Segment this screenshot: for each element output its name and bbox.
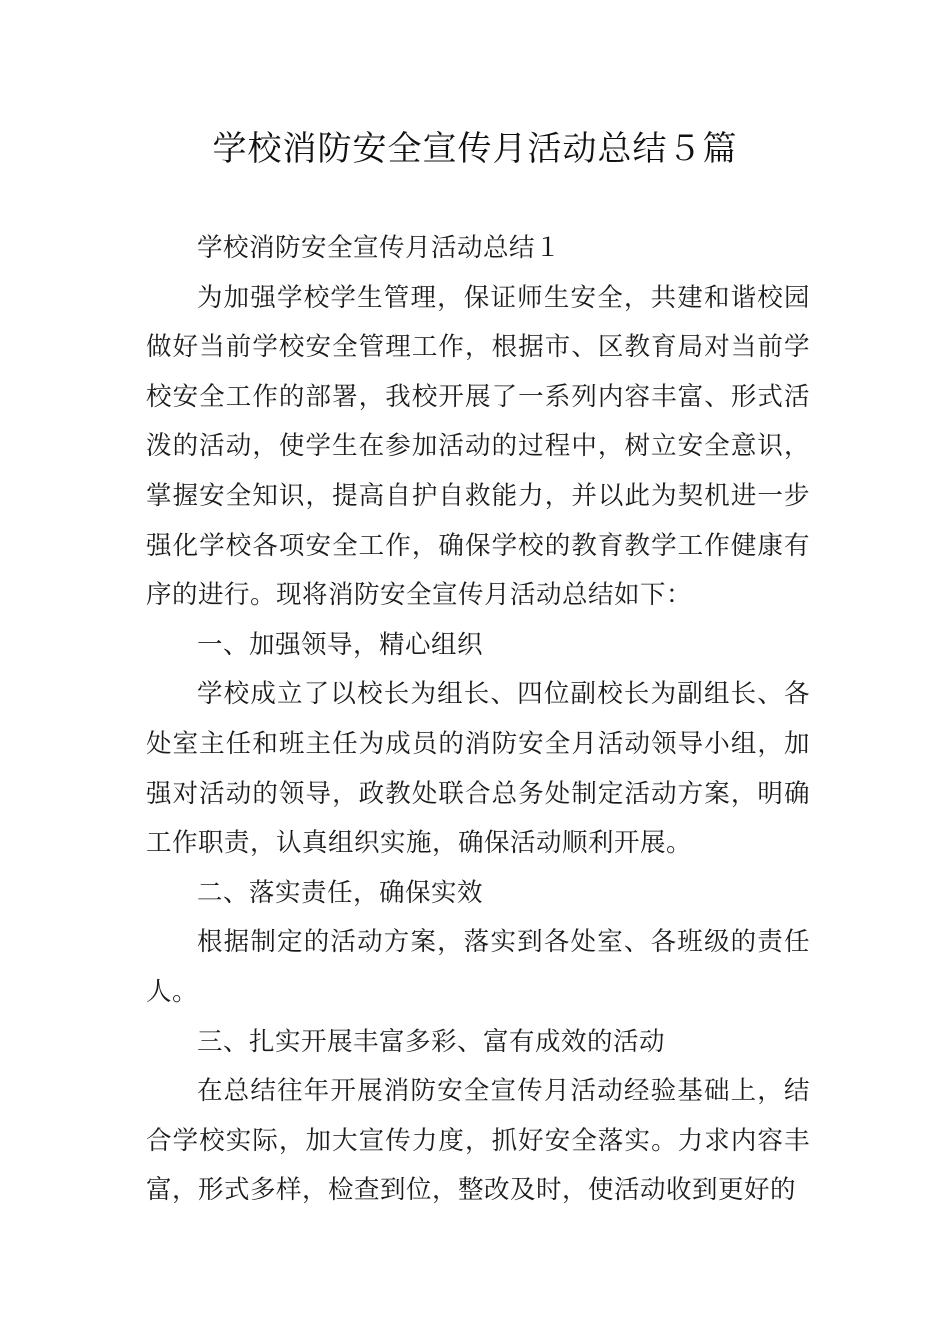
document-body xyxy=(146,224,810,1216)
section-heading-responsibility: 二、落实责任，确保实效 xyxy=(197,877,484,908)
section-heading-activities: 三、扎实开展丰富多彩、富有成效的活动 xyxy=(197,1026,666,1057)
document-title: 学校消防安全宣传月活动总结５篇 xyxy=(212,129,738,169)
activities-paragraph: 在总结往年开展消防安全宣传月活动经验基础上，结合学校实际，加大宣传力度，抓好安全落实。力求内容丰富，形式多样，检查到位，整改及时，使活动收到更好的 xyxy=(146,1076,810,1206)
intro-paragraph: 为加强学校学生管理，保证师生安全，共建和谐校园做好当前学校安全管理工作，根据市、区教育局对当前学校安全工作的部署，我校开展了一系列内容丰富、形式活泼的活动，使学生在参加活动的过程中，树立安全意识，掌握安全知识，提高自护自救能力，并以此为契机进一步强化学校各项安全工作，确保学校的教育教学工作健康有序的进行。现将消防安全宣传月活动总结如下： xyxy=(146,282,810,611)
section-heading-summary-1: 学校消防安全宣传月活动总结１ xyxy=(197,233,562,263)
responsibility-paragraph: 根据制定的活动方案，落实到各处室、各班级的责任人。 xyxy=(146,927,810,1007)
section-heading-leadership: 一、加强领导，精心组织 xyxy=(197,629,484,660)
leadership-paragraph: 学校成立了以校长为组长、四位副校长为副组长、各处室主任和班主任为成员的消防安全月活动领导小组，加强对活动的领导，政教处联合总务处制定活动方案，明确工作职责，认真组织实施，确保活动顺利开展。 xyxy=(146,679,810,859)
